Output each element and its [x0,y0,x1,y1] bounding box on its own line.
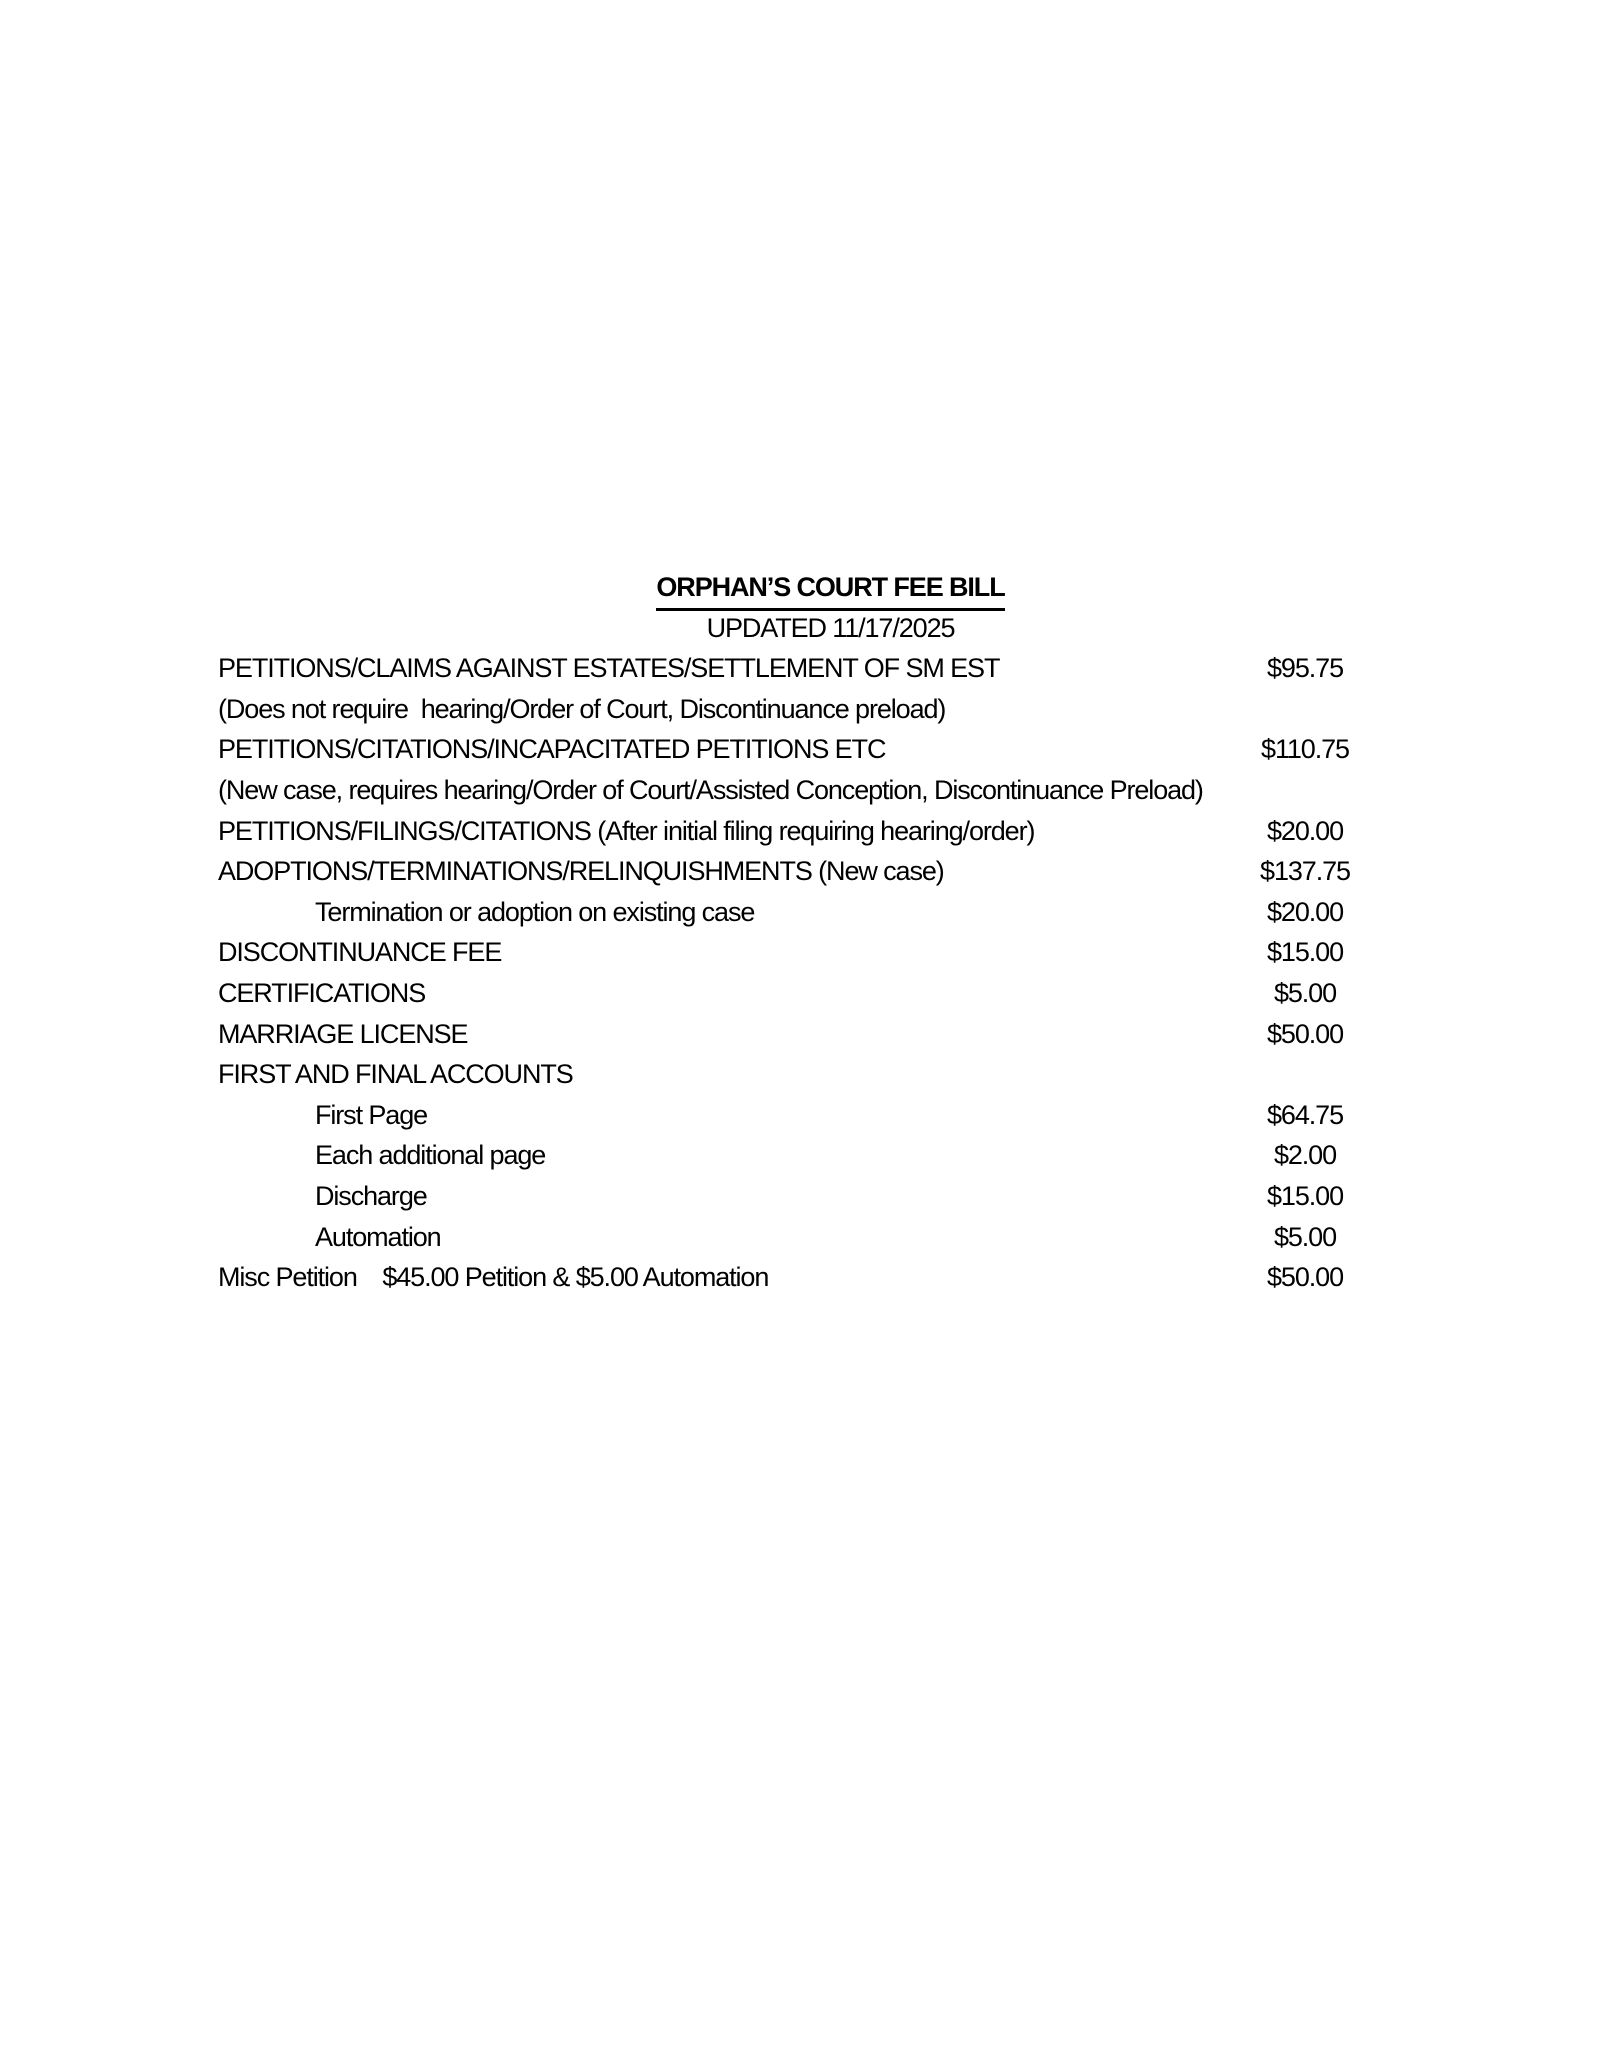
fee-row-note [218,689,1443,730]
fee-amount: $15.00 [1267,937,1343,968]
fee-label: Misc Petition $45.00 Petition & $5.00 Automation [218,1262,769,1293]
fee-row [218,1014,1443,1055]
fee-row [218,811,1443,852]
fee-label: PETITIONS/FILINGS/CITATIONS (After initial filing requiring hearing/order) [218,815,1035,846]
fee-amount: $95.75 [1267,653,1343,684]
fee-amount: $50.00 [1267,1018,1343,1049]
document-title [218,567,1443,608]
fee-label: Automation [315,1221,441,1252]
fee-row-sub-item [218,892,1443,933]
fee-label: Termination or adoption on existing case [315,896,755,927]
fee-row-sub-item [218,1135,1443,1176]
fee-row-section-header [218,1054,1443,1095]
fee-note: (New case, requires hearing/Order of Court/Assisted Conception, Discontinuance Preload) [218,774,1203,805]
fee-label: Each additional page [315,1140,546,1171]
fee-label: First Page [315,1099,428,1130]
fee-amount: $64.75 [1267,1099,1343,1130]
fee-row-sub-item [218,1217,1443,1258]
fee-amount: $15.00 [1267,1180,1343,1211]
fee-amount: $20.00 [1267,896,1343,927]
document-title-text: ORPHAN’S COURT FEE BILL [656,567,1004,611]
fee-row [218,729,1443,770]
fee-note: (Does not require hearing/Order of Court, Discontinuance preload) [218,693,946,724]
fee-label: ADOPTIONS/TERMINATIONS/RELINQUISHMENTS (New case) [218,856,944,887]
fee-label: CERTIFICATIONS [218,977,426,1008]
fee-amount: $137.75 [1260,856,1350,887]
fee-row-note [218,770,1443,811]
fee-label: DISCONTINUANCE FEE [218,937,502,968]
fee-label: Discharge [315,1180,427,1211]
fee-row [218,851,1443,892]
fee-row [218,648,1443,689]
fee-amount: $20.00 [1267,815,1343,846]
fee-amount: $5.00 [1273,977,1337,1008]
fee-label: FIRST AND FINAL ACCOUNTS [218,1059,573,1090]
fee-amount: $2.00 [1273,1140,1337,1171]
fee-row [218,1257,1443,1298]
document-subtitle: UPDATED 11/17/2025 [706,612,955,643]
fee-row [218,932,1443,973]
fee-label: PETITIONS/CITATIONS/INCAPACITATED PETITIONS ETC [218,734,886,765]
fee-row [218,973,1443,1014]
fee-amount: $50.00 [1267,1262,1343,1293]
fee-bill-content [218,567,1443,1298]
fee-label: PETITIONS/CLAIMS AGAINST ESTATES/SETTLEMENT OF SM EST [218,653,1000,684]
fee-row-sub-item [218,1095,1443,1136]
fee-row-sub-item [218,1176,1443,1217]
fee-amount: $110.75 [1261,734,1349,765]
fee-label: MARRIAGE LICENSE [218,1018,468,1049]
fee-amount: $5.00 [1273,1221,1337,1252]
